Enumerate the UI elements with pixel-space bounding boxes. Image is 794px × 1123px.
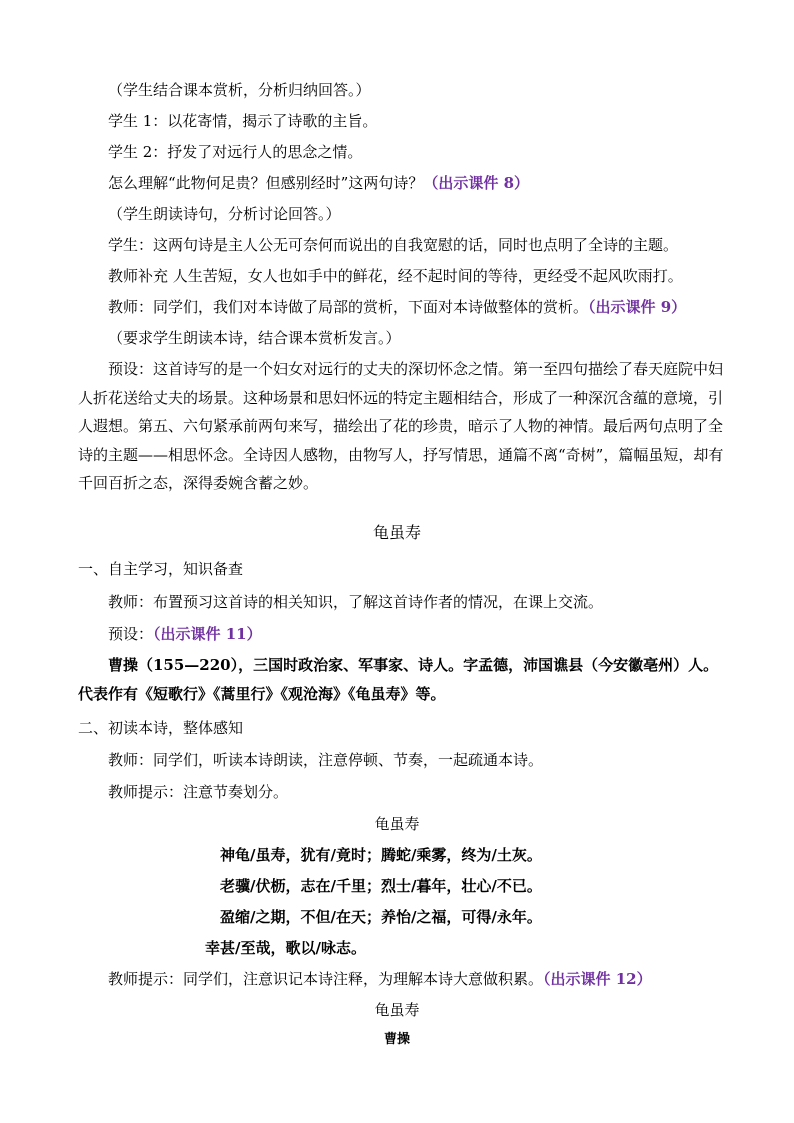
heading-self-study: 一、自主学习，知识备查 [78, 560, 244, 578]
line-teacher-preview: 教师：布置预习这首诗的相关知识，了解这首诗作者的情况，在课上交流。 [108, 593, 604, 611]
line-teacher-notes [108, 969, 652, 989]
preset-label: 预设： [108, 625, 154, 643]
question-text: 怎么理解“此物何足贵？但感别经时”这两句诗？ [108, 174, 424, 192]
teacher-overall-text: 教师：同学们，我们对本诗做了局部的赏析，下面对本诗做整体的赏析。 [108, 298, 589, 316]
heading-first-reading: 二、初读本诗，整体感知 [78, 719, 244, 737]
line-reading-note: （学生朗读诗句，分析讨论回答。） [108, 205, 341, 223]
line-teacher-rhythm: 教师提示：注意节奏划分。 [108, 783, 289, 801]
teacher-notes-text: 教师提示：同学们，注意识记本诗注释，为理解本诗大意做积累。 [108, 970, 544, 988]
line-student-note: （学生结合课本赏析，分析归纳回答。） [108, 81, 371, 99]
poem-line-4: 幸甚/至哉，歌以/咏志。 [205, 939, 366, 957]
section-title: 龟虽寿 [372, 523, 421, 542]
line-teacher-listen: 教师：同学们，听读本诗朗读，注意停顿、节奏，一起疏通本诗。 [108, 751, 544, 769]
courseware-tag-11: （出示课件 11） [153, 625, 262, 643]
line-student-2: 学生 2：抒发了对远行人的思念之情。 [108, 143, 363, 161]
line-teacher-overall [108, 297, 686, 317]
line-student-1: 学生 1：以花寄情，揭示了诗歌的主旨。 [108, 112, 378, 130]
courseware-tag-8: （出示课件 8） [423, 174, 530, 192]
line-question [108, 173, 529, 193]
courseware-tag-9: （出示课件 9） [588, 298, 687, 316]
line-student-answer: 学生：这两句诗是主人公无可奈何而说出的自我宽慰的话，同时也点明了全诗的主题。 [108, 236, 679, 254]
line-teacher-supplement: 教师补充 人生苦短，女人也如手中的鲜花，经不起时间的等待，更经受不起风吹雨打。 [108, 267, 683, 285]
poem-line-1: 神龟/虽寿，犹有/竟时；腾蛇/乘雾，终为/土灰。 [220, 846, 542, 864]
poem-author: 曹操 [383, 1032, 410, 1047]
line-reading-request: （要求学生朗读本诗，结合课本赏析发言。） [108, 329, 401, 347]
poem-line-2: 老骥/伏枥，志在/千里；烈士/暮年，壮心/不已。 [220, 877, 542, 895]
poem-line-3: 盈缩/之期，不但/在天；养怡/之福，可得/永年。 [220, 908, 542, 926]
paragraph-preset-analysis: 预设：这首诗写的是一个妇女对远行的丈夫的深切怀念之情。第一至四句描绘了春天庭院中妇人折花送给丈夫的场景。这种场景和思妇怀远的特定主题相结合，形成了一种深沉含蕴的意境，引人遐想。第五、六句紧承前两句来写，描绘出了花的珍贵，暗示了人物的神情。最后两句点明了全诗的主题——相思怀念。全诗因人感物，由物写人，抒写情思，通篇不离“奇树”，篇幅虽短，却有千回百折之态，深得委婉含蓄之妙。 [78, 360, 724, 492]
courseware-tag-12: （出示课件 12） [543, 970, 652, 988]
line-preset [108, 624, 262, 644]
poem-title-2: 龟虽寿 [374, 1001, 420, 1019]
poem-title: 龟虽寿 [374, 815, 420, 833]
paragraph-author-bio: 曹操（155—220），三国时政治家、军事家、诗人。字孟德，沛国谯县（今安徽亳州）人。代表作有《短歌行》《蒿里行》《观沧海》《龟虽寿》等。 [78, 656, 719, 703]
